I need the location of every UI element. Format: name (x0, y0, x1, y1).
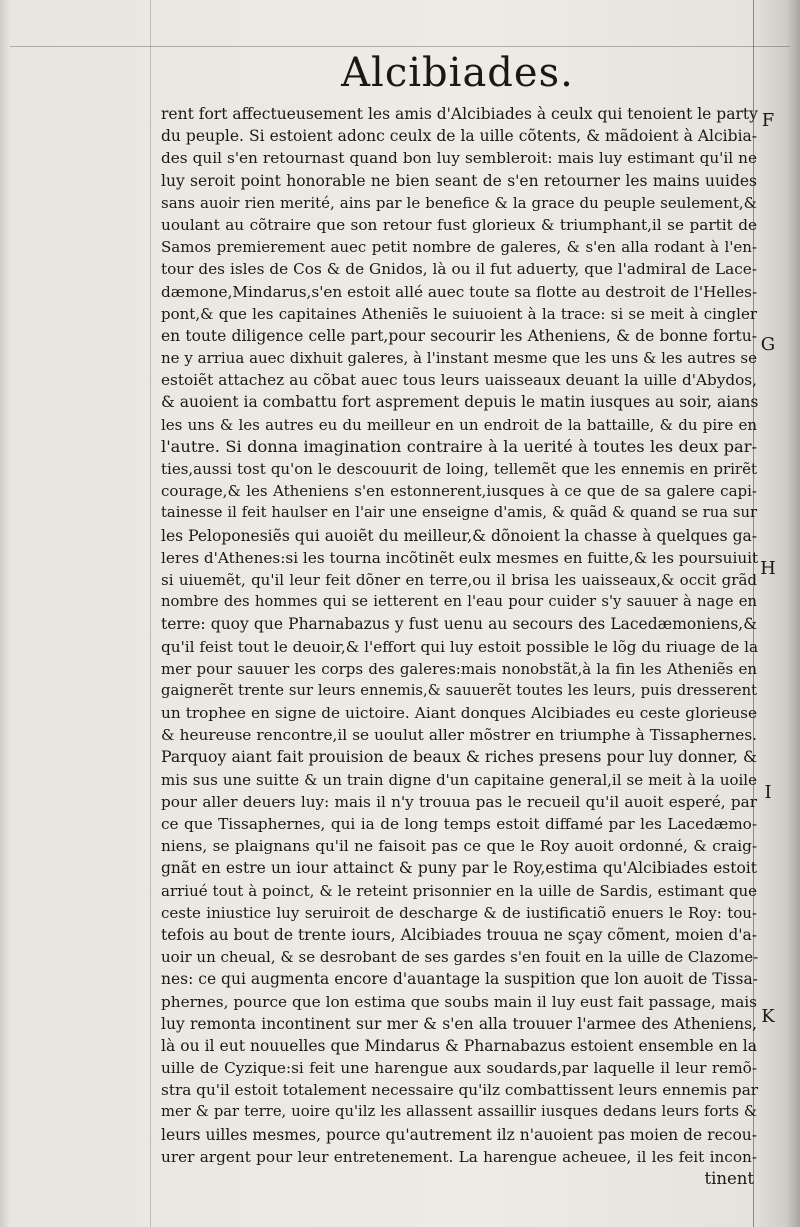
text-line: tainesse il feit haulser en l'air une enseigne d'amis, & quãd & quand se rua sur (161, 504, 757, 522)
text-line: uoulant au cõtraire que son retour fust glorieux & triumphant,il se partit de (161, 215, 757, 234)
body-text (161, 103, 757, 1213)
text-line: mer pour sauuer les corps des galeres:mais nonobstãt,à la fin les Atheniẽs en (161, 659, 757, 678)
text-line: arriué tout à poinct, & le reteint prisonnier en la uille de Sardis, estimant que (161, 881, 757, 900)
text-line: courage,& les Atheniens s'en estonnerent,iusques à ce que de sa galere capi- (161, 482, 757, 501)
text-line: les uns & les autres eu du meilleur en un endroit de la battaille, & du pire en (161, 415, 757, 434)
text-line: luy remonta incontinent sur mer & s'en alla trouuer l'armee des Atheniens, (161, 1014, 757, 1033)
margin-letter-g: G (760, 334, 776, 355)
text-line: stra qu'il estoit totalement necessaire qu'ilz combattissent leurs ennemis par (161, 1081, 759, 1100)
text-line: tefois au bout de trente iours, Alcibiades trouua ne sçay cõment, moien d'a- (161, 925, 757, 944)
text-line: du peuple. Si estoient adonc ceulx de la uille cõtents, & mãdoient à Alcibia- (161, 127, 757, 146)
text-line: niens, se plaignans qu'il ne faisoit pas ce que le Roy auoit ordonné, & craig- (161, 837, 757, 856)
text-line: rent fort affectueusement les amis d'Alcibiades à ceulx qui tenoient le party (161, 105, 758, 123)
text-line: pont,& que les capitaines Atheniẽs le suiuoient à la trace: si se meit à cingler (161, 304, 757, 323)
margin-letter-i: I (764, 782, 772, 803)
text-line: leres d'Athenes:si les tourna incõtinẽt eulx mesmes en fuitte,& les poursuiuit (161, 548, 759, 567)
margin-letters (758, 0, 782, 1227)
text-line: les Peloponesiẽs qui auoiẽt du meilleur,& dõnoient la chasse à quelques ga- (161, 526, 757, 545)
margin-letter-k: K (761, 1006, 775, 1027)
margin-letter-f: F (761, 110, 775, 131)
running-title: Alcibiades. (341, 50, 574, 96)
text-line: estoiẽt attachez au cõbat auec tous leurs uaisseaux deuant la uille d'Abydos, (161, 371, 757, 390)
text-line: ne y arriua auec dixhuit galeres, à l'instant mesme que les uns & les autres se (161, 349, 757, 368)
text-line: dæmone,Mindarus,s'en estoit allé auec toute sa flotte au destroit de l'Helles- (161, 282, 758, 301)
text-line: mis sus une suitte & un train digne d'un capitaine general,il se meit à la uoile (161, 770, 757, 789)
text-line: Samos premierement auec petit nombre de galeres, & s'en alla rodant à l'en- (161, 238, 757, 257)
text-line: si uiuemẽt, qu'il leur feit dõner en terre,ou il brisa les uaisseaux,& occit grãd (161, 570, 757, 589)
text-line: & auoient ia combattu fort asprement depuis le matin iusques au soir, aians (161, 393, 759, 412)
text-line: sans auoir rien merité, ains par le benefice & la grace du peuple seulement,& (161, 193, 757, 212)
text-line: Parquoy aiant fait prouision de beaux & riches presens pour luy donner, & (161, 747, 757, 767)
text-line: gnãt en estre un iour attainct & puny par le Roy,estima qu'Alcibiades estoit (161, 859, 757, 878)
margin-letter-h: H (760, 558, 776, 579)
text-line: pour aller deuers luy: mais il n'y trouua pas le recueil qu'il auoit esperé, par (161, 792, 757, 811)
text-line: ties,aussi tost qu'on le descouurit de loing, tellemẽt que les ennemis en prirẽt (161, 460, 757, 478)
text-line: nombre des hommes qui se ietterent en l'eau pour cuider s'y sauuer à nage en (161, 593, 757, 611)
text-line: gaignerẽt trente sur leurs ennemis,& sauuerẽt toutes les leurs, puis dresserent (161, 681, 757, 699)
text-line: & heureuse rencontre,il se uoulut aller mõstrer en triumphe à Tissaphernes. (161, 726, 757, 745)
text-line: terre: quoy que Pharnabazus y fust uenu au secours des Lacedæmoniens,& (161, 615, 757, 634)
text-line: ce que Tissaphernes, qui ia de long temps estoit diffamé par les Lacedæmo- (161, 815, 757, 833)
text-line: uille de Cyzique:si feit une harengue aux soudards,par laquelle il leur remõ- (161, 1059, 757, 1078)
text-line: ceste iniustice luy seruiroit de descharge & de iustificatiõ enuers le Roy: tou- (161, 903, 757, 922)
text-line: urer argent pour leur entretenement. La harengue acheuee, il les feit incon- (161, 1147, 757, 1166)
text-line: là ou il eut nouuelles que Mindarus & Pharnabazus estoient ensemble en la (161, 1036, 757, 1055)
text-line: mer & par terre, uoire qu'ilz les allassent assaillir iusques dedans leurs forts & (161, 1103, 757, 1121)
text-line: phernes, pource que lon estima que soubs main il luy eust fait passage, mais (161, 992, 757, 1011)
page-fold-line (150, 0, 151, 1227)
text-line: en toute diligence celle part,pour secourir les Atheniens, & de bonne fortu- (161, 326, 757, 345)
text-line: un trophee en signe de uictoire. Aiant donques Alcibiades eu ceste glorieuse (161, 704, 757, 723)
text-line: leurs uilles mesmes, pource qu'autrement ilz n'auoient pas moien de recou- (161, 1125, 757, 1144)
text-line: des quil s'en retournast quand bon luy sembleroit: mais luy estimant qu'il ne (161, 149, 757, 168)
text-line: luy seroit point honorable ne bien seant de s'en retourner les mains uuides (161, 171, 757, 190)
text-line: l'autre. Si donna imagination contraire à la uerité à toutes les deux par- (161, 436, 757, 456)
text-line: qu'il feist tout le deuoir,& l'effort qui luy estoit possible le lõg du riuage de la (161, 637, 759, 656)
text-line: uoir un cheual, & se desrobant de ses gardes s'en fouit en la uille de Clazome- (161, 948, 759, 967)
text-line: tinent (704, 1169, 754, 1188)
text-line: nes: ce qui augmenta encore d'auantage la suspition que lon auoit de Tissa- (161, 970, 758, 989)
text-line: tour des isles de Cos & de Gnidos, là ou il fut aduerty, que l'admiral de Lace- (161, 260, 757, 279)
